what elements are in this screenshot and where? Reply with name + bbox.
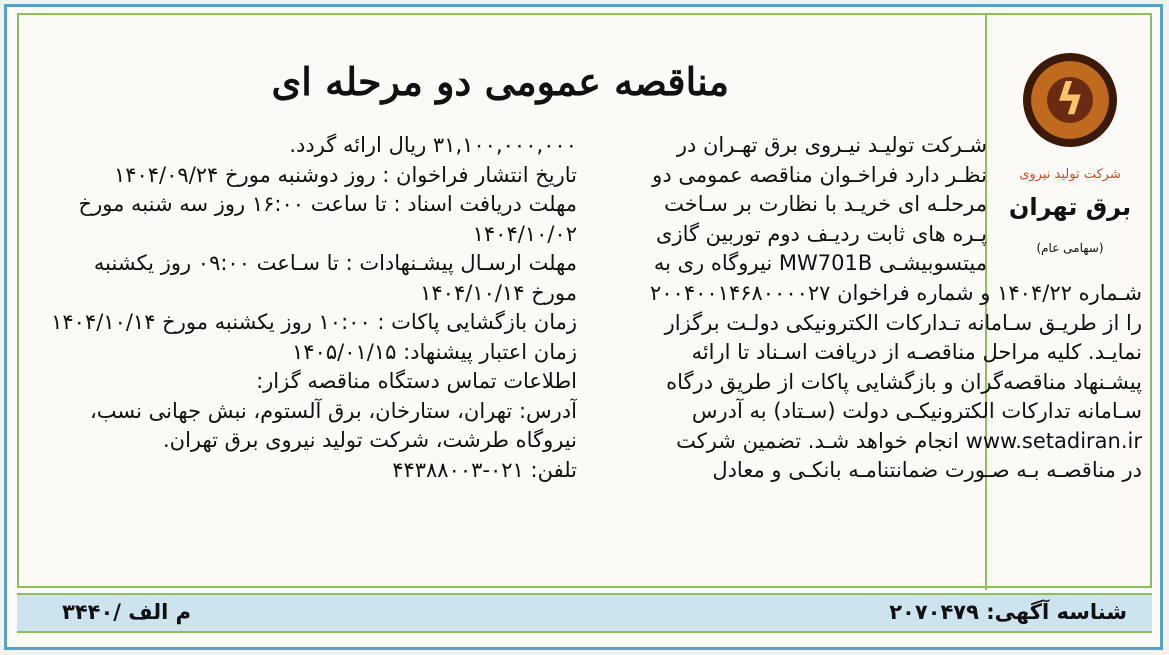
text-line: نیروگاه طرشت، شرکت تولید نیروی برق تهران. [162,428,577,452]
advertisement-footer [17,593,1152,633]
left-text-column [27,131,577,485]
text-line: نظـر دارد فراخـوان مناقصه عمومی دو [652,162,987,187]
text-line: مهلت دریافت اسناد : تا ساعت ۱۶:۰۰ روز سه شنبه مورخ [78,192,577,216]
ad-id-label: شناسه آگهی: ۲۰۷۰۴۷۹ [889,600,1127,624]
power-bolt-icon: ϟ [1055,74,1085,125]
text-line: زمان بازگشایی پاکات : ۱۰:۰۰ روز یکشنبه مورخ ۱۴۰۴/۱۰/۱۴ [51,310,577,334]
text-line: پـره های ثابت ردیـف دوم توربین گازی [656,221,987,246]
text-line: سـامانه تدارکات الکترونیکـی دولت (سـتاد) به آدرس [691,399,1142,423]
right-text-column-wide [592,279,1142,486]
text-line: پیشـنهاد مناقصه‌گران و بازگشایی پاکات از طریق درگاه [666,369,1142,394]
text-line: ۱۴۰۴/۱۰/۰۲ [472,221,577,246]
company-name: برق تهران [1008,193,1132,221]
logo-caption-top: شرکت تولید نیروی [1019,167,1121,182]
text-line: میتسوبیشـی MW701B نیروگاه ری به [653,251,987,275]
text-line: مورخ ۱۴۰۴/۱۰/۱۴ [420,280,577,305]
company-logo [1023,53,1117,147]
text-line: را از طریـق سـامانه تـدارکات الکترونیکی دولـت برگزار [664,310,1142,335]
text-line: شـرکت تولیـد نیـروی برق تهـران در [676,133,987,157]
text-line: ۳۱,۱۰۰,۰۰۰,۰۰۰ ریال ارائه گردد. [289,133,577,157]
text-line: www.setadiran.ir انجام خواهد شـد. تضمین شرکت [676,428,1142,453]
text-line: مرحلـه ای خریـد با نظارت بر سـاخت [664,192,987,216]
ad-code-label: م الف /۳۴۴۰ [62,600,192,624]
text-line: در مناقصـه بـه صـورت ضمانتنامـه بانکـی و معادل [712,458,1142,482]
text-line: نمایـد. کلیه مراحل مناقصـه از دریافت اسـناد تا ارائه [691,340,1142,364]
text-line: شـماره ۱۴۰۴/۲۲ و شماره فراخوان ۲۰۰۴۰۰۱۴۶۸۰۰۰۰۲۷ [649,281,1142,305]
company-type: (سهامی عام) [1036,241,1104,255]
text-line: تلفن: ۰۲۱-۴۴۳۸۸۰۰۳ [392,457,577,482]
advertisement-frame [4,4,1163,650]
text-line: مهلت ارسـال پیشـنهادات : تا سـاعت ۰۹:۰۰ روز یکشنبه [93,251,577,275]
text-line: اطلاعات تماس دستگاه مناقصه گزار: [256,369,577,393]
text-line: زمان اعتبار پیشنهاد: ۱۴۰۵/۰۱/۱۵ [292,339,577,364]
tender-title: مناقصه عمومی دو مرحله ای [271,59,729,104]
text-line: تاریخ انتشار فراخوان : روز دوشنبه مورخ ۱۴۰۴/۰۹/۲۴ [113,162,577,187]
text-line: آدرس: تهران، ستارخان، برق آلستوم، نبش جهانی نسب، [90,398,577,423]
right-text-column [592,131,987,279]
